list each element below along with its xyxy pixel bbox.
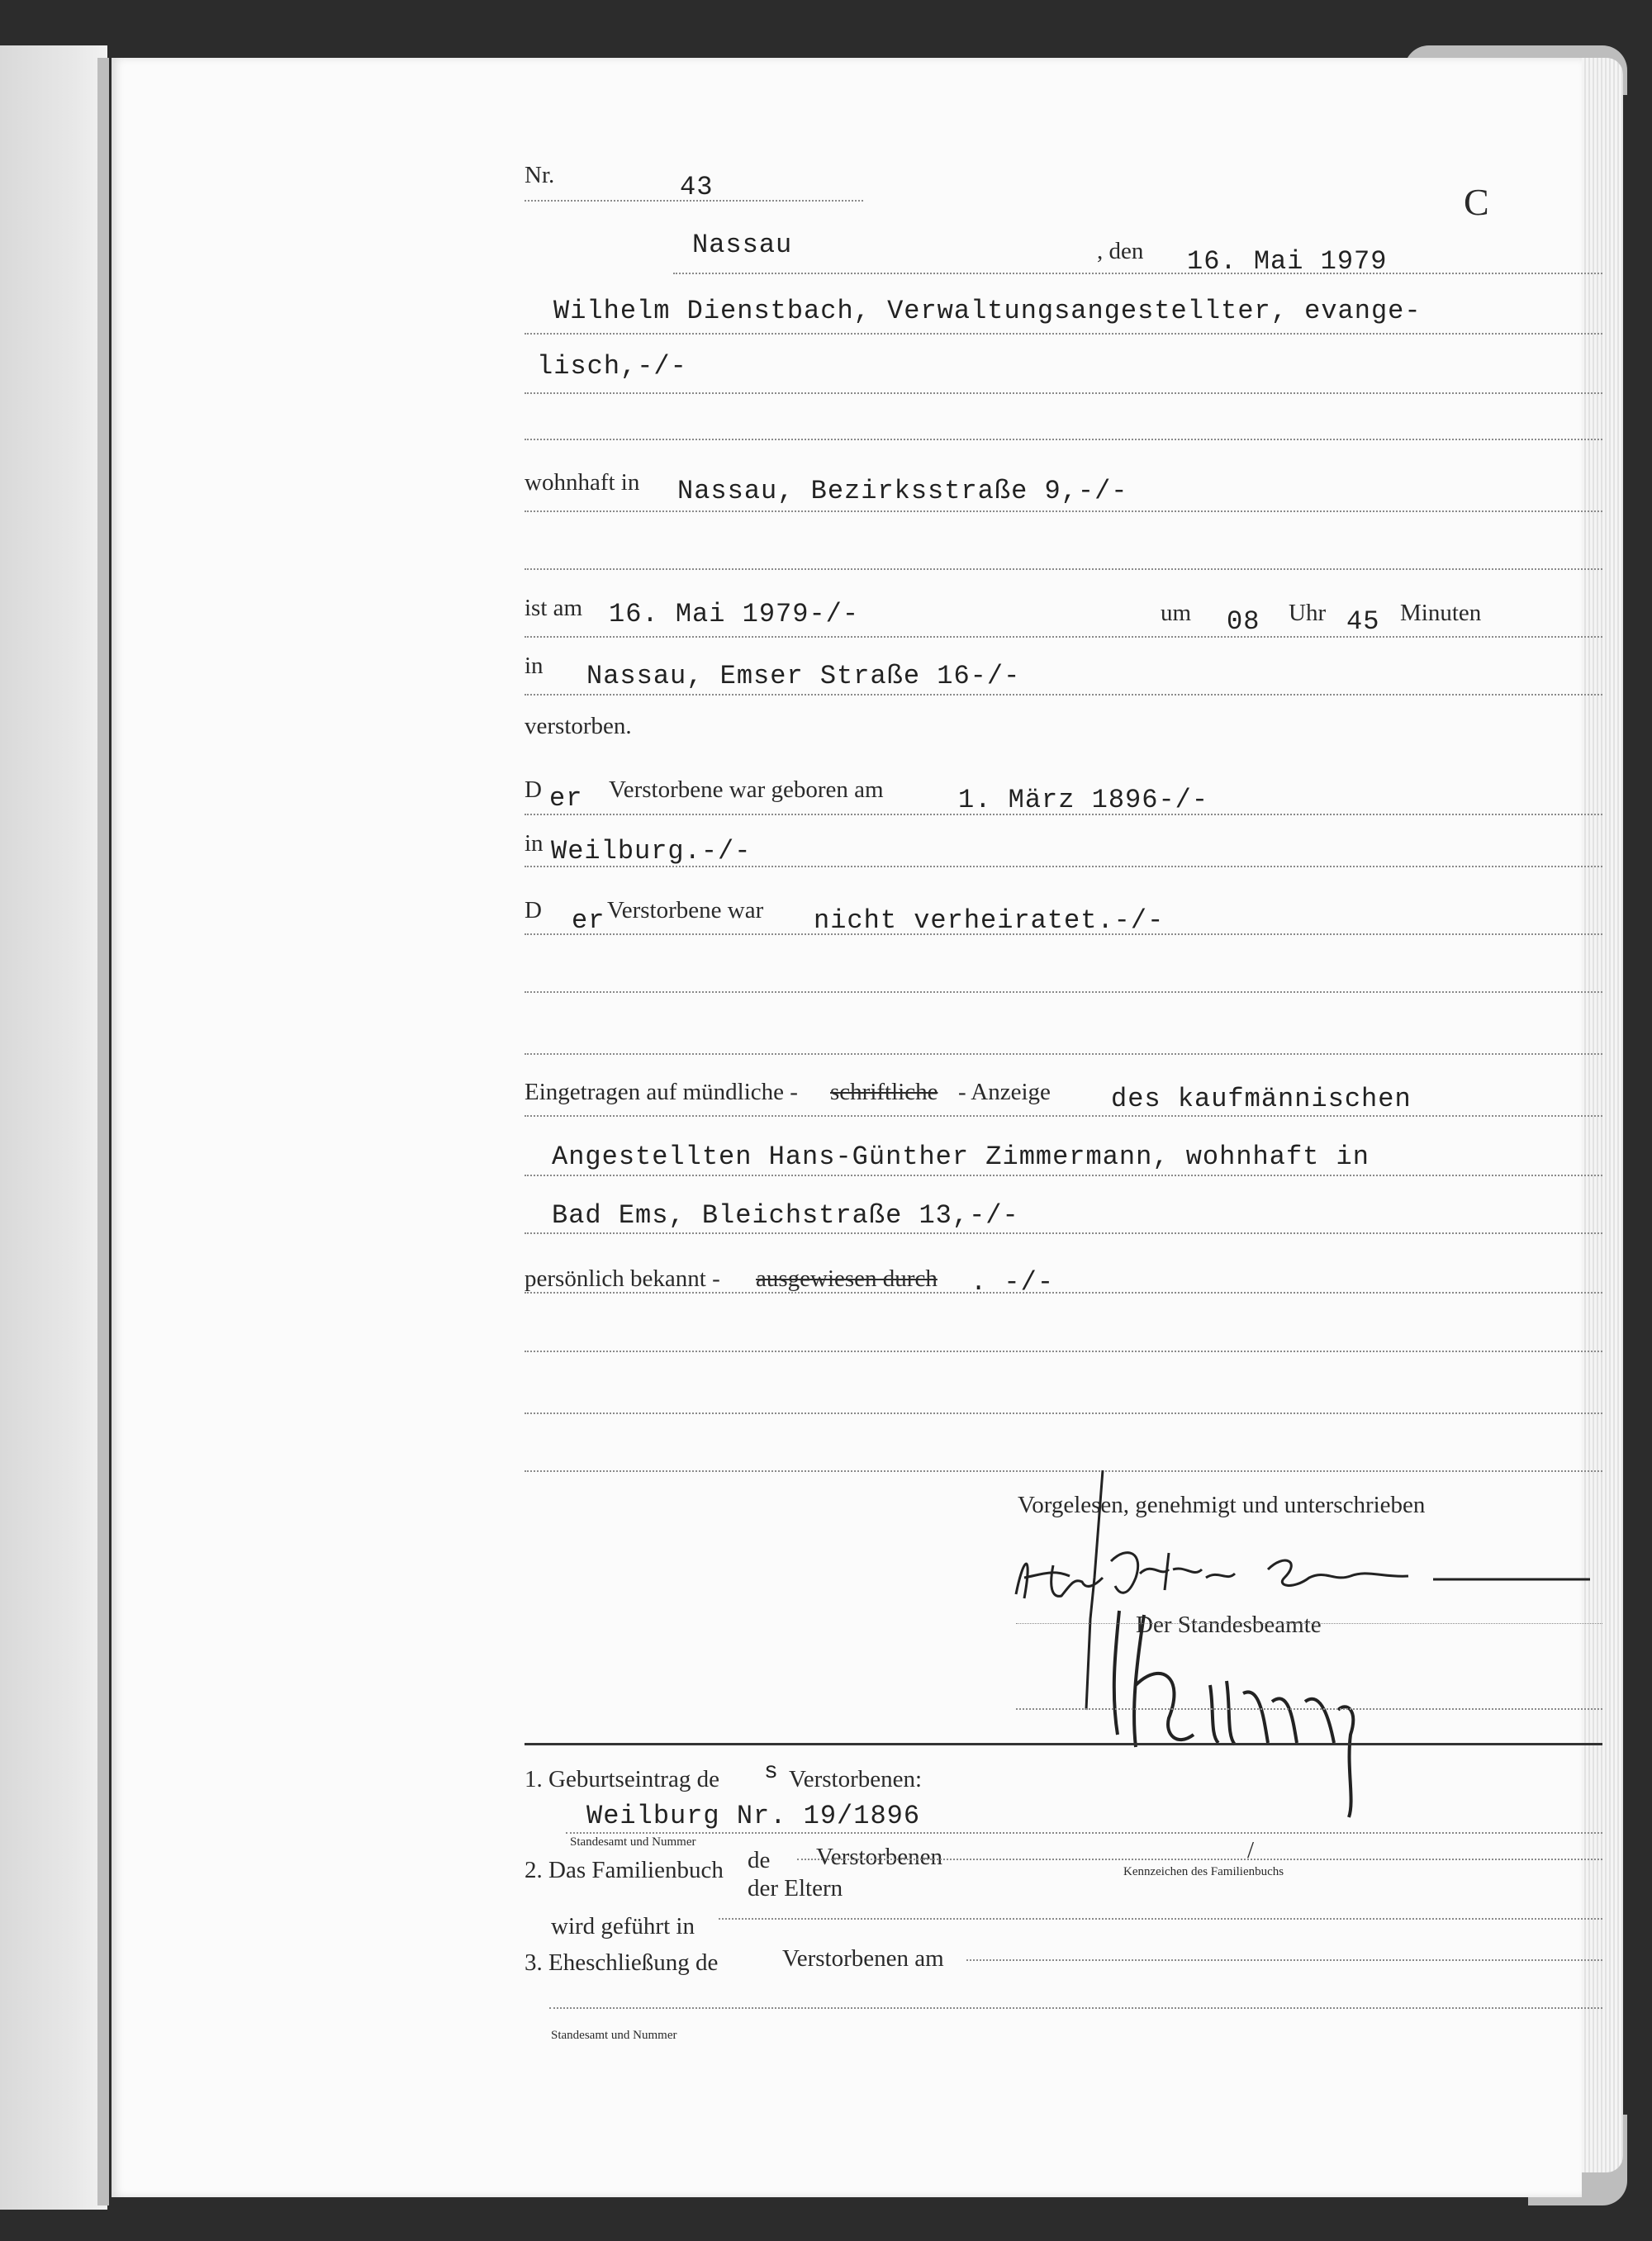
reporter-rule-2 <box>525 1175 1602 1176</box>
birth-date: 1. März 1896-/- <box>958 785 1209 815</box>
bekannt-label: persönlich bekannt - <box>525 1265 720 1292</box>
eingetragen-label: Eingetragen auf mündliche - <box>525 1079 798 1105</box>
marital-d-prefix: D <box>525 897 542 923</box>
footer-standesamt-label-2: Standesamt und Nummer <box>551 2029 677 2042</box>
marital-value: nicht verheiratet.-/- <box>814 905 1165 936</box>
vorgelesen-label: Vorgelesen, genehmigt und unterschrieben <box>1018 1492 1426 1518</box>
reporter-rule-3 <box>525 1232 1602 1234</box>
death-place: Nassau, Emser Straße 16-/- <box>586 661 1021 691</box>
reporter-line-2: Angestellten Hans-Günther Zimmermann, wohnhaft in <box>552 1142 1370 1172</box>
reporter-rule-1 <box>525 1115 1602 1117</box>
footer-item2-rule <box>797 1859 1602 1860</box>
marital-label: Verstorbene war <box>607 897 764 923</box>
footer-item1-value: Weilburg Nr. 19/1896 <box>586 1801 921 1831</box>
reporter-line-1: des kaufmännischen <box>1111 1084 1412 1114</box>
standesbeamte-label: Der Standesbeamte <box>1136 1612 1322 1638</box>
blank-rule-4 <box>525 1053 1602 1055</box>
footer-wird-gefuehrt-rule <box>719 1918 1602 1920</box>
footer-item2-eltern: der Eltern <box>748 1875 843 1902</box>
um-label: um <box>1161 600 1192 626</box>
verstorben-label: verstorben. <box>525 713 632 739</box>
footer-item3-label2: Verstorbenen am <box>782 1945 944 1972</box>
death-date: 16. Mai 1979-/- <box>609 599 860 629</box>
blank-rule-3 <box>525 991 1602 993</box>
birth-date-rule <box>525 814 1602 815</box>
death-certificate-page <box>112 58 1582 2197</box>
birth-place-rule <box>525 866 1602 867</box>
footer-item2-de: de <box>748 1847 771 1873</box>
uhr-label: Uhr <box>1289 600 1327 626</box>
death-in-label: in <box>525 653 544 679</box>
footer-item2-label: 2. Das Familienbuch <box>525 1857 724 1883</box>
marital-rule <box>525 933 1602 935</box>
nr-label: Nr. <box>525 162 555 188</box>
book-spine-edge <box>97 58 109 2205</box>
footer-item1-label: 1. Geburtseintrag de <box>525 1766 719 1792</box>
date-line <box>673 273 1602 274</box>
footer-item3-rule-2 <box>549 2007 1602 2009</box>
footer-item3-rule <box>966 1959 1602 1961</box>
struck-schriftliche: schriftliche <box>830 1079 938 1105</box>
ist-am-label: ist am <box>525 595 583 621</box>
residence-label: wohnhaft in <box>525 469 640 496</box>
struck-ausgewiesen: ausgewiesen durch <box>756 1265 938 1292</box>
footer-wird-gefuehrt-label: wird geführt in <box>551 1913 695 1940</box>
anzeige-label: - Anzeige <box>958 1079 1051 1105</box>
bekannt-suffix: . -/- <box>971 1267 1055 1298</box>
blank-rule-6 <box>525 1412 1602 1414</box>
birth-label: Verstorbene war geboren am <box>609 776 884 803</box>
informant-line-1-rule <box>525 333 1602 335</box>
death-minute: 45 <box>1346 606 1380 637</box>
birth-in-label: in <box>525 830 544 857</box>
birth-d-prefix: D <box>525 776 542 803</box>
reporter-line-3: Bad Ems, Bleichstraße 13,-/- <box>552 1200 1019 1231</box>
birth-place: Weilburg.-/- <box>551 836 752 866</box>
footer-item1-suffix: s <box>764 1759 779 1785</box>
registrar-signature-rule <box>1016 1708 1602 1710</box>
footer-item1-label2: Verstorbenen: <box>789 1766 923 1792</box>
footer-item1-rule <box>566 1832 1602 1834</box>
footer-item3-label: 3. Eheschließung de <box>525 1949 719 1976</box>
register-letter: C <box>1464 181 1489 223</box>
footer-item2-verstorbenen: Verstorbenen <box>816 1844 943 1870</box>
standesbeamte-rule <box>1016 1623 1602 1624</box>
death-date-rule <box>525 636 1602 638</box>
place: Nassau <box>692 230 793 260</box>
informant-line-2: lisch,-/- <box>537 351 687 382</box>
nr-line <box>525 200 863 202</box>
footer-kennzeichen-label: Kennzeichen des Familienbuchs <box>1123 1865 1284 1878</box>
den-label: , den <box>1097 238 1144 264</box>
nr-value: 43 <box>680 172 714 202</box>
blank-rule-2 <box>525 568 1602 570</box>
residence-rule <box>525 510 1602 512</box>
signature-registrar-graphic <box>1086 1602 1516 1834</box>
death-place-rule <box>525 694 1602 696</box>
informant-line-1: Wilhelm Dienstbach, Verwaltungsangestellter, evange- <box>553 296 1422 326</box>
death-hour: 08 <box>1227 606 1260 637</box>
left-page <box>0 45 107 2210</box>
blank-rule-1 <box>525 439 1602 440</box>
footer-standesamt-label: Standesamt und Nummer <box>570 1835 696 1849</box>
footer-kennzeichen-slash: / <box>1247 1837 1255 1864</box>
residence-value: Nassau, Bezirksstraße 9,-/- <box>677 476 1128 506</box>
footer-divider <box>525 1743 1602 1745</box>
bekannt-rule <box>525 1292 1602 1294</box>
minuten-label: Minuten <box>1400 600 1482 626</box>
informant-line-2-rule <box>525 392 1602 394</box>
blank-rule-5 <box>525 1351 1602 1352</box>
birth-gender-suffix: er <box>549 783 583 814</box>
date: 16. Mai 1979 <box>1187 246 1388 277</box>
marital-gender-suffix: er <box>572 905 605 936</box>
